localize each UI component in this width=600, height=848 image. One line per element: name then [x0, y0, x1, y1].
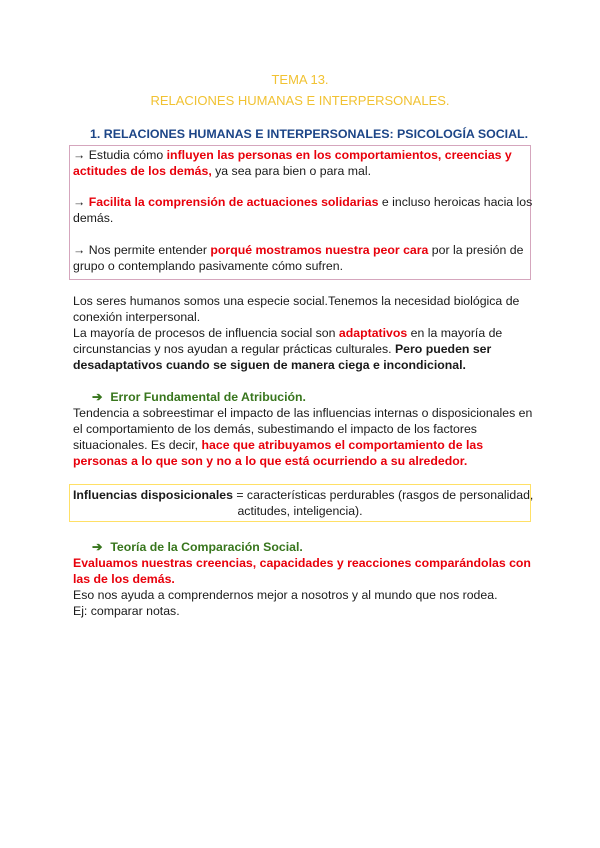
highlight-text: influyen las personas en los comportamientos, creencias y	[166, 148, 512, 162]
error-line-4: personas a lo que son y no a lo que está ocurriendo a su alrededor.	[73, 454, 468, 468]
bold-text: Influencias disposicionales	[73, 488, 233, 502]
subheading-text: Error Fundamental de Atribución.	[110, 390, 306, 404]
box2-line-1	[73, 487, 533, 504]
text: circunstancias y nos ayudan a regular prácticas culturales.	[73, 342, 395, 356]
box1-line-4: demás.	[73, 211, 114, 225]
text: →	[73, 195, 89, 209]
document-title: RELACIONES HUMANAS E INTERPERSONALES.	[150, 93, 450, 108]
box1-line-2	[73, 163, 371, 180]
highlight-text: Facilita la comprensión de actuaciones solidarias	[88, 195, 379, 209]
para1-line-5: desadaptativos cuando se siguen de manera ciega e incondicional.	[73, 358, 466, 372]
text: por la presión de	[428, 243, 524, 257]
highlight-text: porqué mostramos nuestra peor cara	[210, 243, 429, 257]
subheading-text: Teoría de la Comparación Social.	[110, 540, 303, 554]
error-line-1: Tendencia a sobreestimar el impacto de las influencias internas o disposicionales en	[73, 406, 533, 420]
text: La mayoría de procesos de influencia social son	[73, 326, 339, 340]
text: = características perdurables (rasgos de personalidad,	[232, 488, 534, 502]
para1-line-4	[73, 341, 491, 358]
box1-line-6: grupo o contemplando pasivamente cómo sufren.	[73, 259, 344, 273]
text: situacionales. Es decir,	[73, 438, 202, 452]
bold-text: Pero pueden ser	[394, 342, 492, 356]
highlight-text: actitudes de los demás,	[73, 164, 212, 178]
error-line-3	[73, 437, 483, 454]
comparacion-heading	[92, 539, 303, 556]
error-line-2: el comportamiento de los demás, subestimando el impacto de los factores	[73, 422, 477, 436]
arrow-right-icon: ➔	[92, 390, 103, 404]
text: en la mayoría de	[407, 326, 503, 340]
error-atribucion-heading	[92, 389, 306, 406]
box1-line-5	[73, 242, 523, 259]
comparacion-line-1: Evaluamos nuestras creencias, capacidades y reacciones comparándolas con	[73, 556, 531, 570]
para1-line-1: Los seres humanos somos una especie social.Tenemos la necesidad biológica de	[73, 294, 520, 308]
text: ya sea para bien o para mal.	[211, 164, 372, 178]
comparacion-line-3: Eso nos ayuda a comprendernos mejor a nosotros y al mundo que nos rodea.	[73, 588, 498, 602]
tema-number: TEMA 13.	[271, 72, 329, 87]
text: → Nos permite entender	[73, 243, 211, 257]
box2-line-2: actitudes, inteligencia).	[237, 504, 363, 518]
comparacion-line-4: Ej: comparar notas.	[73, 604, 180, 618]
box1-line-3	[73, 194, 532, 211]
highlight-text: adaptativos	[338, 326, 408, 340]
comparacion-line-2: las de los demás.	[73, 572, 175, 586]
text: e incluso heroicas hacia los	[378, 195, 533, 209]
box1-line-1	[73, 147, 512, 164]
arrow-right-icon: ➔	[92, 540, 103, 554]
highlight-text: hace que atribuyamos el comportamiento de las	[201, 438, 484, 452]
text: → Estudia cómo	[73, 148, 167, 162]
para1-line-2: conexión interpersonal.	[73, 310, 201, 324]
section-1-heading: 1. RELACIONES HUMANAS E INTERPERSONALES: PSICOLOGÍA SOCIAL.	[90, 127, 529, 141]
para1-line-3	[73, 325, 502, 342]
